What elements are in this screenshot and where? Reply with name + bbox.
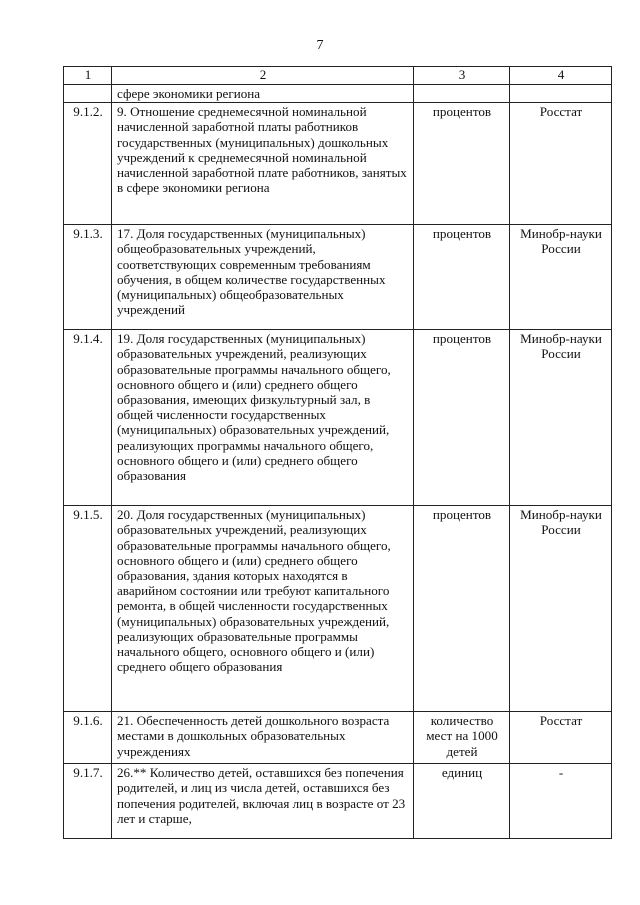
- header-cell-2: 2: [112, 67, 414, 85]
- row-number: 9.1.6.: [64, 712, 112, 764]
- source-cell: Минобр-науки России: [510, 506, 612, 712]
- indicator-text: 9. Отношение среднемесячной номинальной начисленной заработной платы работников государственных (муниципальных) дошкольных учреждений к среднемесячной номинальной начисленной заработной плате работников, занятых в сфере экономики региона: [112, 103, 414, 225]
- row-number: 9.1.4.: [64, 330, 112, 506]
- source-cell: Росстат: [510, 103, 612, 225]
- indicators-table: [63, 66, 612, 839]
- row-number: 9.1.5.: [64, 506, 112, 712]
- indicator-text: 17. Доля государственных (муниципальных) общеобразовательных учреждений, соответствующих современным требованиям обучения, в общем количестве государственных (муниципальных) общеобразовательных учреждений: [112, 225, 414, 330]
- table-row: [64, 103, 612, 225]
- indicator-text: 21. Обеспеченность детей дошкольного возраста местами в дошкольных образовательных учреждениях: [112, 712, 414, 764]
- header-cell-3: 3: [414, 67, 510, 85]
- row-number: 9.1.3.: [64, 225, 112, 330]
- page-number: 7: [316, 38, 324, 53]
- table-row: [64, 764, 612, 839]
- row-number: 9.1.7.: [64, 764, 112, 839]
- source-cell: Росстат: [510, 712, 612, 764]
- table-row: [64, 330, 612, 506]
- table-row: [64, 506, 612, 712]
- unit-cell: процентов: [414, 506, 510, 712]
- unit-cell: [414, 85, 510, 103]
- source-cell: Минобр-науки России: [510, 330, 612, 506]
- header-cell-4: 4: [510, 67, 612, 85]
- source-cell: -: [510, 764, 612, 839]
- unit-cell: процентов: [414, 330, 510, 506]
- indicator-text: 26.** Количество детей, оставшихся без попечения родителей, и лиц из числа детей, оставшихся без попечения родителей, включая лиц в возрасте от 23 лет и старше,: [112, 764, 414, 839]
- unit-cell: единиц: [414, 764, 510, 839]
- source-cell: [510, 85, 612, 103]
- indicator-text: 20. Доля государственных (муниципальных) образовательных учреждений, реализующих образовательные программы начального общего, основного общего и (или) среднего общего образования, здания которых находятся в аварийном состоянии или требуют капитального ремонта, в общей численности государственных (муниципальных) образовательных учреждений, реализующих образовательные программы начального общего, основного общего и (или) среднего общего образования: [112, 506, 414, 712]
- row-number: 9.1.2.: [64, 103, 112, 225]
- table-row: [64, 85, 612, 103]
- header-cell-1: 1: [64, 67, 112, 85]
- table-row: [64, 225, 612, 330]
- table-header-row: [64, 67, 612, 85]
- unit-cell: процентов: [414, 103, 510, 225]
- unit-cell: процентов: [414, 225, 510, 330]
- indicator-text: 19. Доля государственных (муниципальных) образовательных учреждений, реализующих образовательные программы начального общего, основного общего и (или) среднего общего образования, имеющих физкультурный зал, в общей численности государственных (муниципальных) образовательных учреждений, реализующих программы начального общего, основного общего и (или) среднего общего образования: [112, 330, 414, 506]
- unit-cell: количество мест на 1000 детей: [414, 712, 510, 764]
- table-row: [64, 712, 612, 764]
- row-number: [64, 85, 112, 103]
- source-cell: Минобр-науки России: [510, 225, 612, 330]
- indicator-text: сфере экономики региона: [112, 85, 414, 103]
